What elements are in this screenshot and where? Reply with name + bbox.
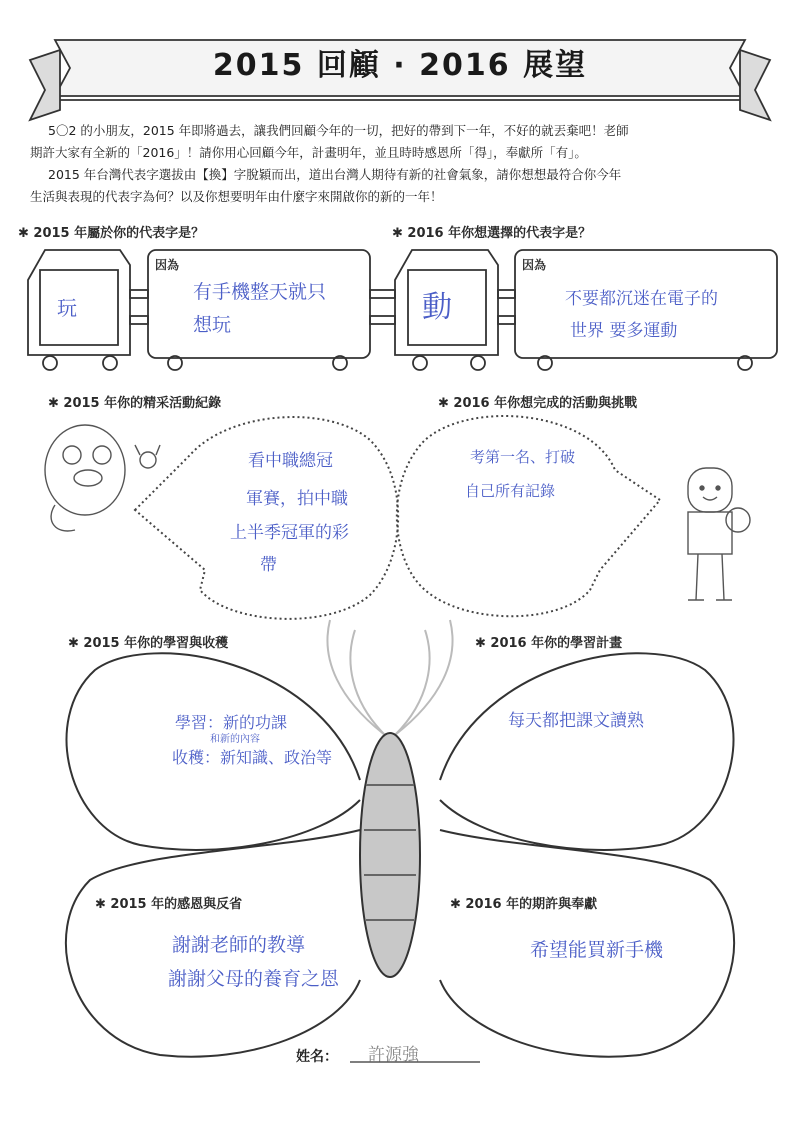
reason-2016-line-1: 不要都沉迷在電子的: [565, 289, 718, 309]
section-activity-2015-label: 2015 年你的精采活動紀錄: [63, 396, 222, 411]
name-value: 許源強: [368, 1045, 419, 1065]
reason-2016-line-2: 世界 要多運動: [570, 321, 678, 341]
name-label: 姓名：: [296, 1049, 338, 1065]
word-2015-answer: 玩: [57, 296, 77, 320]
boy-character-illustration: [688, 468, 750, 600]
section-grateful-2015-label: 2015 年的感恩與反省: [110, 897, 243, 912]
section-plan-2016: ✱ 2016 年你的學習計畫: [475, 636, 623, 651]
activity-answer-line-2: 軍賽，拍中職: [246, 489, 348, 509]
activity-answer-line-1: 看中職總冠: [248, 451, 333, 471]
section-hope-2016: ✱ 2016 年的期許與奉獻: [450, 897, 598, 912]
learning-answer-line-1: 學習：新的功課: [175, 713, 288, 732]
section-word-2015: ✱ 2015 年屬於你的代表字是？: [18, 226, 205, 241]
word-2016-answer: 動: [422, 290, 452, 325]
activity-answer-line-3: 上半季冠軍的彩: [230, 523, 349, 543]
plan-answer-line-1: 每天都把課文讀熟: [508, 711, 644, 731]
grateful-answer-line-1: 謝謝老師的教導: [172, 934, 306, 956]
butterfly-antennae: [327, 620, 452, 735]
section-hope-2016-label: 2016 年的期許與奉獻: [465, 897, 598, 912]
challenge-answer-line-2: 自己所有記錄: [465, 482, 556, 500]
butterfly-body: [360, 733, 420, 977]
section-word-2016: ✱ 2016 年你想選擇的代表字是？: [392, 226, 592, 241]
reason-2015-line-2: 想玩: [193, 314, 232, 336]
section-plan-2016-label: 2016 年你的學習計畫: [490, 636, 623, 651]
section-word-2015-label: 2015 年屬於你的代表字是？: [33, 226, 205, 241]
learning-answer-line-2: 和新的內容: [210, 734, 260, 745]
dog-character-illustration: [45, 425, 160, 531]
activity-answer-line-4: 帶: [260, 555, 277, 575]
section-activity-2015: ✱ 2015 年你的精采活動紀錄: [48, 396, 222, 411]
section-word-2016-label: 2016 年你想選擇的代表字是？: [407, 226, 592, 241]
intro-line-1: 5〇2 的小朋友，2015 年即將過去，讓我們回顧今年的一切，把好的帶到下一年，不好的就丟棄吧！老師: [48, 123, 629, 138]
reason-2015-line-1: 有手機整天就只: [193, 281, 327, 303]
section-challenge-2016: ✱ 2016 年你想完成的活動與挑戰: [438, 396, 638, 411]
learning-answer-line-3: 收穫：新知識、政治等: [172, 748, 333, 767]
section-learning-2015-label: 2015 年你的學習與收穫: [83, 636, 229, 651]
challenge-answer-line-1: 考第一名、打破: [470, 448, 576, 466]
intro-line-2: 期許大家有全新的「2016」！請你用心回顧今年，計畫明年，並且時時感恩所「得」，奉獻所「有」。: [30, 145, 587, 160]
section-challenge-2016-label: 2016 年你想完成的活動與挑戰: [453, 396, 638, 411]
section-learning-2015: ✱ 2015 年你的學習與收穫: [68, 636, 229, 651]
section-grateful-2015: ✱ 2015 年的感恩與反省: [95, 897, 243, 912]
intro-line-3: 2015 年台灣代表字選拔由【換】字脫穎而出，道出台灣人期待有新的社會氣象，請你想想最符合你今年: [48, 167, 622, 182]
page-title: 2015 回顧 · 2016 展望: [212, 48, 588, 83]
grateful-answer-line-2: 謝謝父母的養育之恩: [168, 968, 340, 990]
reason-label-2016: 因為: [522, 258, 547, 272]
reason-label-2015: 因為: [155, 258, 180, 272]
hope-answer-line-1: 希望能買新手機: [530, 939, 664, 961]
intro-line-4: 生活與表現的代表字為何？以及你想要明年由什麼字來開啟你的新的一年！: [30, 189, 443, 204]
